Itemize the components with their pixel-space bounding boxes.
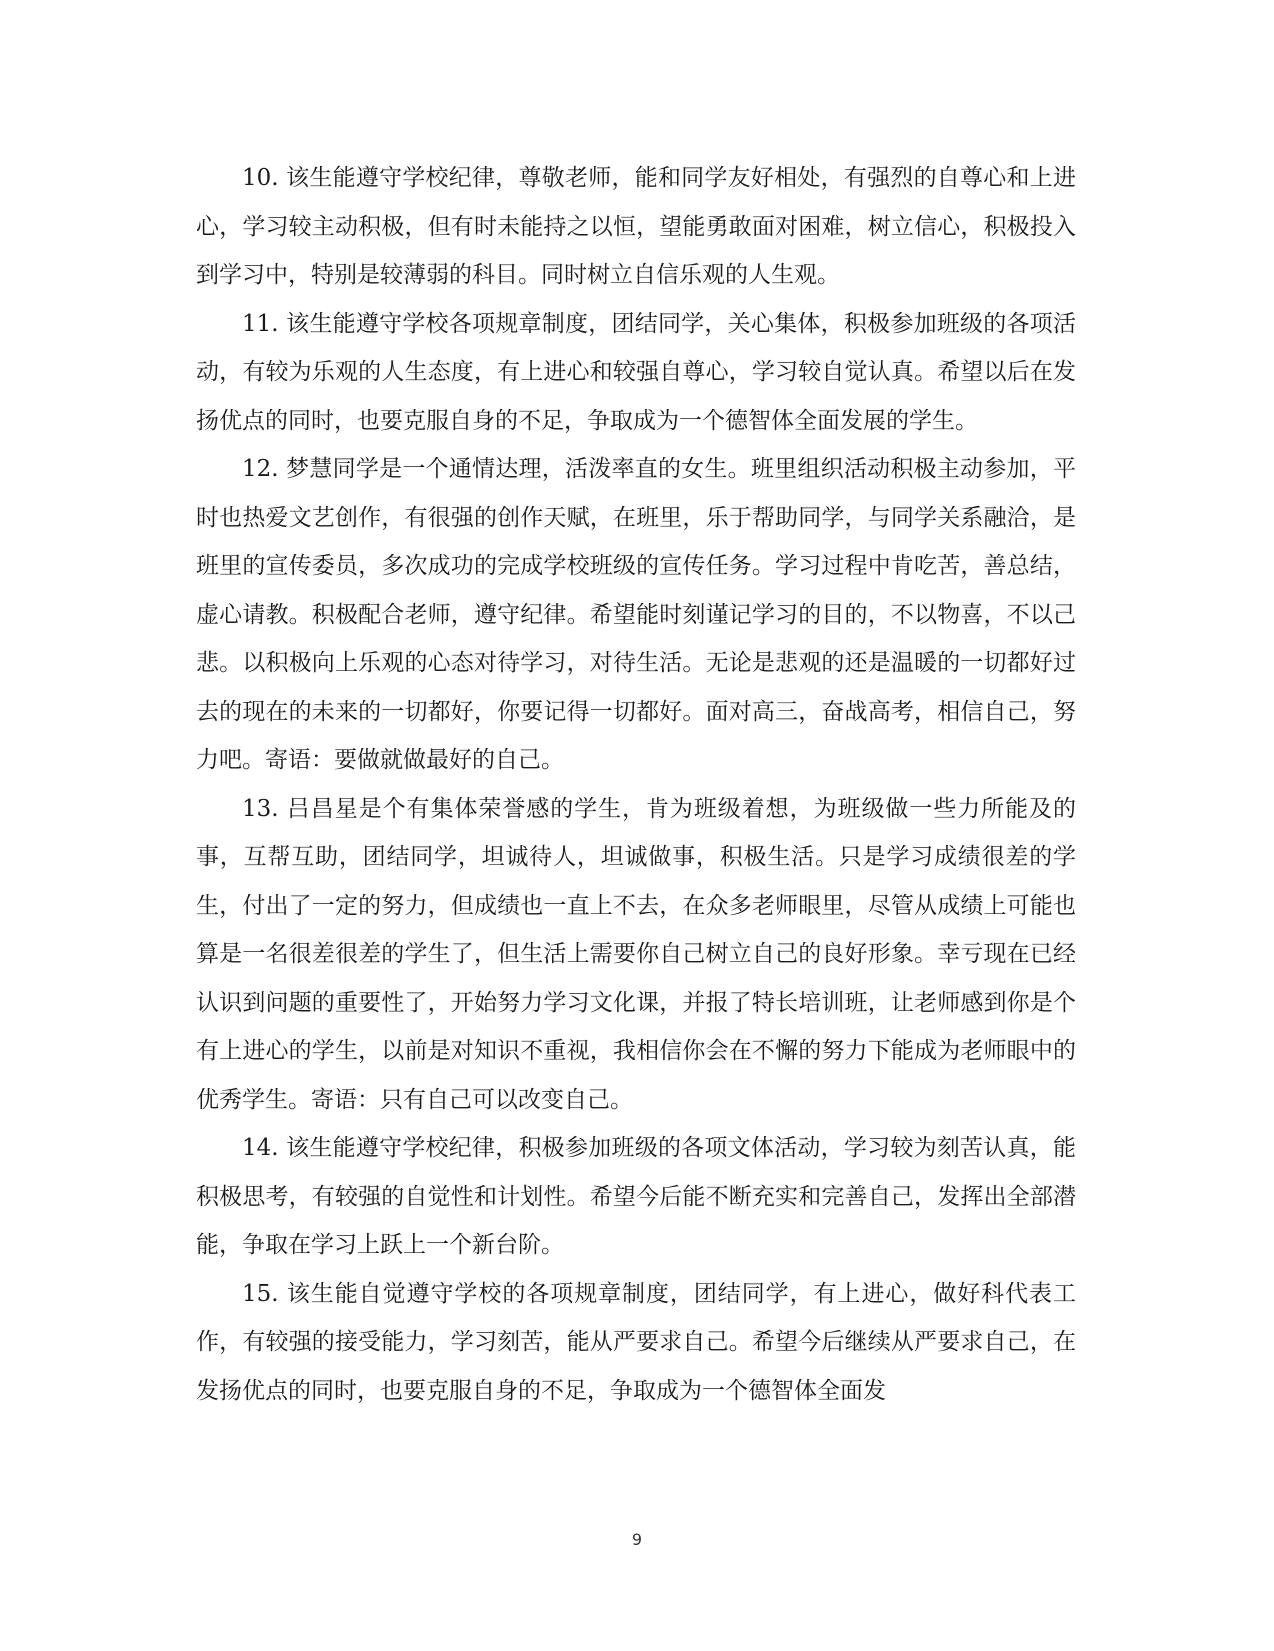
paragraph-15: 15. 该生能自觉遵守学校的各项规章制度，团结同学，有上进心，做好科代表工作，有较强的接受能力，学习刻苦，能从严要求自己。希望今后继续从严要求自己，在发扬优点的同时，也要克服自身的不足，争取成为一个德智体全面发 xyxy=(196,1280,1076,1404)
paragraph-12: 12. 梦慧同学是一个通情达理，活泼率直的女生。班里组织活动积极主动参加，平时也热爱文艺创作，有很强的创作天赋，在班里，乐于帮助同学，与同学关系融洽，是班里的宣传委员，多次成功的完成学校班级的宣传任务。学习过程中肯吃苦，善总结，虚心请教。积极配合老师，遵守纪律。希望能时刻谨记学习的目的，不以物喜，不以己悲。以积极向上乐观的心态对待学习，对待生活。无论是悲观的还是温暖的一切都好过去的现在的未来的一切都好，你要记得一切都好。面对高三，奋战高考，相信自己，努力吧。寄语：要做就做最好的自己。 xyxy=(196,456,1076,773)
paragraph-11: 11. 该生能遵守学校各项规章制度，团结同学，关心集体，积极参加班级的各项活动，有较为乐观的人生态度，有上进心和较强自尊心，学习较自觉认真。希望以后在发扬优点的同时，也要克服自身的不足，争取成为一个德智体全面发展的学生。 xyxy=(196,310,1076,434)
document-body xyxy=(196,154,1076,1415)
page-number: 9 xyxy=(631,1530,643,1549)
paragraph-10: 10. 该生能遵守学校纪律，尊敬老师，能和同学友好相处，有强烈的自尊心和上进心，学习较主动积极，但有时未能持之以恒，望能勇敢面对困难，树立信心，积极投入到学习中，特别是较薄弱的科目。同时树立自信乐观的人生观。 xyxy=(196,165,1076,288)
paragraph-13: 13. 吕昌星是个有集体荣誉感的学生，肯为班级着想，为班级做一些力所能及的事，互帮互助，团结同学，坦诚待人，坦诚做事，积极生活。只是学习成绩很差的学生，付出了一定的努力，但成绩也一直上不去，在众多老师眼里，尽管从成绩上可能也算是一名很差很差的学生了，但生活上需要你自己树立自己的良好形象。幸亏现在已经认识到问题的重要性了，开始努力学习文化课，并报了特长培训班，让老师感到你是个有上进心的学生，以前是对知识不重视，我相信你会在不懈的努力下能成为老师眼中的优秀学生。寄语：只有自己可以改变自己。 xyxy=(196,795,1076,1113)
paragraph-14: 14. 该生能遵守学校纪律，积极参加班级的各项文体活动，学习较为刻苦认真，能积极思考，有较强的自觉性和计划性。希望今后能不断充实和完善自己，发挥出全部潜能，争取在学习上跃上一个新台阶。 xyxy=(196,1135,1076,1258)
